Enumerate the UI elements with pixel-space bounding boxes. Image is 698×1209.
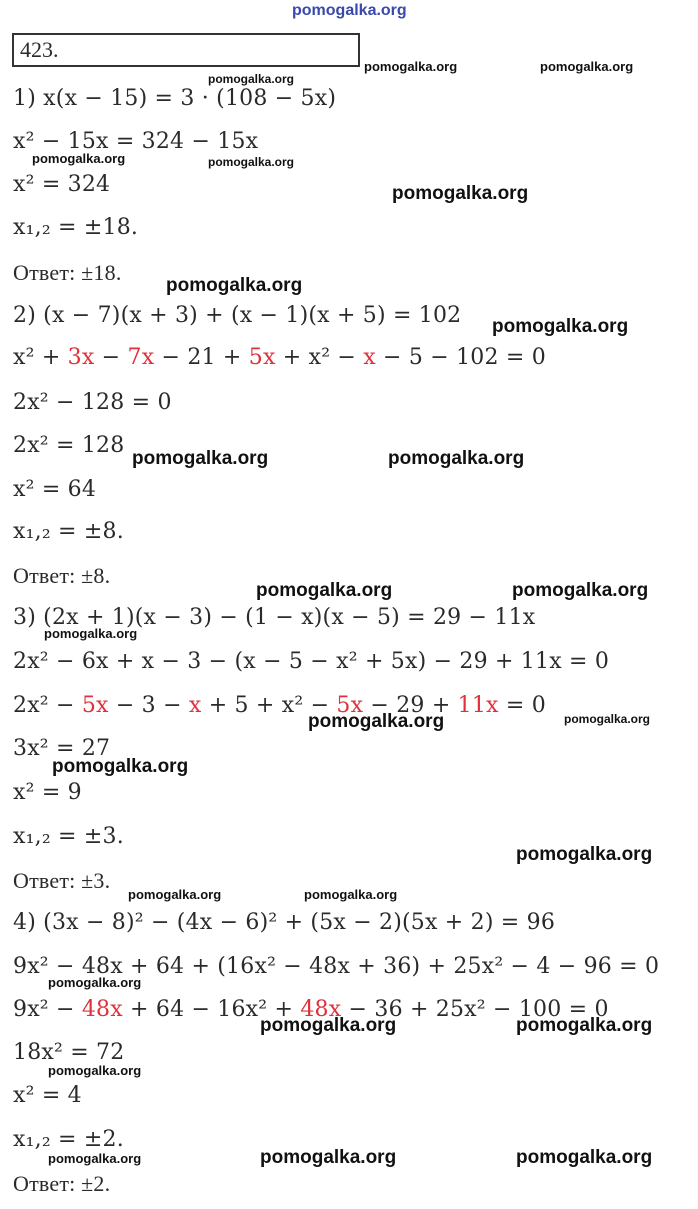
line-text: = 0 (498, 693, 546, 718)
solution-line (13, 1170, 110, 1199)
line-text: 2x² − (13, 693, 82, 718)
watermark: pomogalka.org (512, 580, 649, 601)
watermark: pomogalka.org (516, 1015, 653, 1036)
line-text: x₁,₂ = ±3. (13, 824, 124, 849)
line-text: − 3 − (108, 693, 189, 718)
line-text: + 64 − 16x² + (122, 997, 301, 1022)
solution-line (13, 344, 546, 372)
solution-line (13, 1126, 124, 1154)
solution-line (13, 518, 124, 546)
solution-line (13, 692, 546, 720)
highlighted-term: 11x (457, 693, 499, 718)
watermark: pomogalka.org (540, 59, 634, 74)
watermark: pomogalka.org (132, 448, 269, 469)
solution-line (13, 432, 124, 460)
line-text: x² = 4 (13, 1083, 82, 1108)
line-text: x₁,₂ = ±18. (13, 215, 139, 240)
highlighted-term: 7x (127, 345, 155, 370)
line-text: 2) (x − 7)(x + 3) + (x − 1)(x + 5) = 102 (13, 303, 462, 328)
solution-line (13, 648, 609, 676)
problem-number-box (12, 33, 360, 67)
watermark: pomogalka.org (166, 275, 303, 296)
solution-line (13, 909, 555, 937)
solution-line (13, 867, 110, 896)
watermark: pomogalka.org (364, 59, 458, 74)
watermark: pomogalka.org (48, 975, 142, 990)
highlighted-term: 48x (81, 997, 123, 1022)
problem-number: 423. (20, 37, 59, 62)
line-text: + 5 + x² − (201, 693, 337, 718)
solution-line (13, 389, 172, 417)
line-text: − 5 − 102 = 0 (375, 345, 546, 370)
line-text: 2x² − 128 = 0 (13, 390, 172, 415)
watermark: pomogalka.org (564, 712, 651, 726)
line-text: Ответ: ±3. (13, 868, 111, 893)
line-text: 2x² − 6x + x − 3 − (x − 5 − x² + 5x) − 29 + 11x = 0 (13, 649, 610, 674)
solution-line (13, 259, 122, 288)
solution-line (13, 214, 138, 242)
line-text: 9x² − 48x + 64 + (16x² − 48x + 36) + 25x² − 4 − 96 = 0 (13, 954, 660, 979)
line-text: 3x² = 27 (13, 736, 111, 761)
solution-line (13, 779, 82, 807)
highlighted-term: 3x (67, 345, 95, 370)
solution-line (13, 562, 110, 591)
watermark: pomogalka.org (260, 1147, 397, 1168)
watermark: pomogalka.org (304, 887, 398, 902)
line-text: − 36 + 25x² − 100 = 0 (341, 997, 609, 1022)
solution-line (13, 1082, 82, 1110)
watermark: pomogalka.org (516, 1147, 653, 1168)
line-text: x² + (13, 345, 68, 370)
watermark: pomogalka.org (128, 887, 222, 902)
watermark: pomogalka.org (392, 183, 529, 204)
highlighted-term: 48x (300, 997, 342, 1022)
solution-line (13, 476, 96, 504)
solution-line (13, 302, 461, 330)
line-text: Ответ: ±18. (13, 260, 122, 285)
watermark: pomogalka.org (208, 155, 295, 169)
line-text: 2x² = 128 (13, 433, 125, 458)
line-text: 4) (3x − 8)² − (4x − 6)² + (5x − 2)(5x + 2) = 96 (13, 910, 556, 935)
watermark-top: pomogalka.org (292, 2, 407, 19)
watermark: pomogalka.org (492, 316, 629, 337)
solution-line (13, 85, 336, 113)
watermark: pomogalka.org (48, 1151, 142, 1166)
line-text: x² − 15x = 324 − 15x (13, 129, 259, 154)
highlighted-term: 5x (81, 693, 109, 718)
line-text: − 29 + (363, 693, 458, 718)
line-text: x² = 324 (13, 172, 111, 197)
line-text: + x² − (275, 345, 364, 370)
watermark: pomogalka.org (260, 1015, 397, 1036)
highlighted-term: x (363, 345, 376, 370)
line-text: 9x² − (13, 997, 82, 1022)
watermark: pomogalka.org (388, 448, 525, 469)
watermark: pomogalka.org (308, 711, 445, 732)
watermark: pomogalka.org (32, 151, 126, 166)
line-text: − 21 + (154, 345, 249, 370)
line-text: x² = 9 (13, 780, 82, 805)
watermark: pomogalka.org (208, 72, 295, 86)
highlighted-term: x (188, 693, 202, 718)
solution-line (13, 823, 124, 851)
watermark: pomogalka.org (52, 756, 189, 777)
line-text: Ответ: ±8. (13, 563, 111, 588)
watermark: pomogalka.org (48, 1063, 142, 1078)
highlighted-term: 5x (336, 693, 364, 718)
line-text: 3) (2x + 1)(x − 3) − (1 − x)(x − 5) = 29 − 11x (13, 605, 536, 630)
line-text: 18x² = 72 (13, 1040, 125, 1065)
line-text: x₁,₂ = ±8. (13, 519, 124, 544)
watermark: pomogalka.org (44, 626, 138, 641)
highlighted-term: 5x (248, 345, 276, 370)
watermark: pomogalka.org (516, 844, 653, 865)
line-text: x₁,₂ = ±2. (13, 1127, 124, 1152)
line-text: 1) x(x − 15) = 3 · (108 − 5x) (13, 86, 337, 111)
line-text: − (94, 345, 128, 370)
line-text: x² = 64 (13, 477, 97, 502)
watermark: pomogalka.org (256, 580, 393, 601)
solution-line (13, 171, 110, 199)
line-text: Ответ: ±2. (13, 1171, 111, 1196)
